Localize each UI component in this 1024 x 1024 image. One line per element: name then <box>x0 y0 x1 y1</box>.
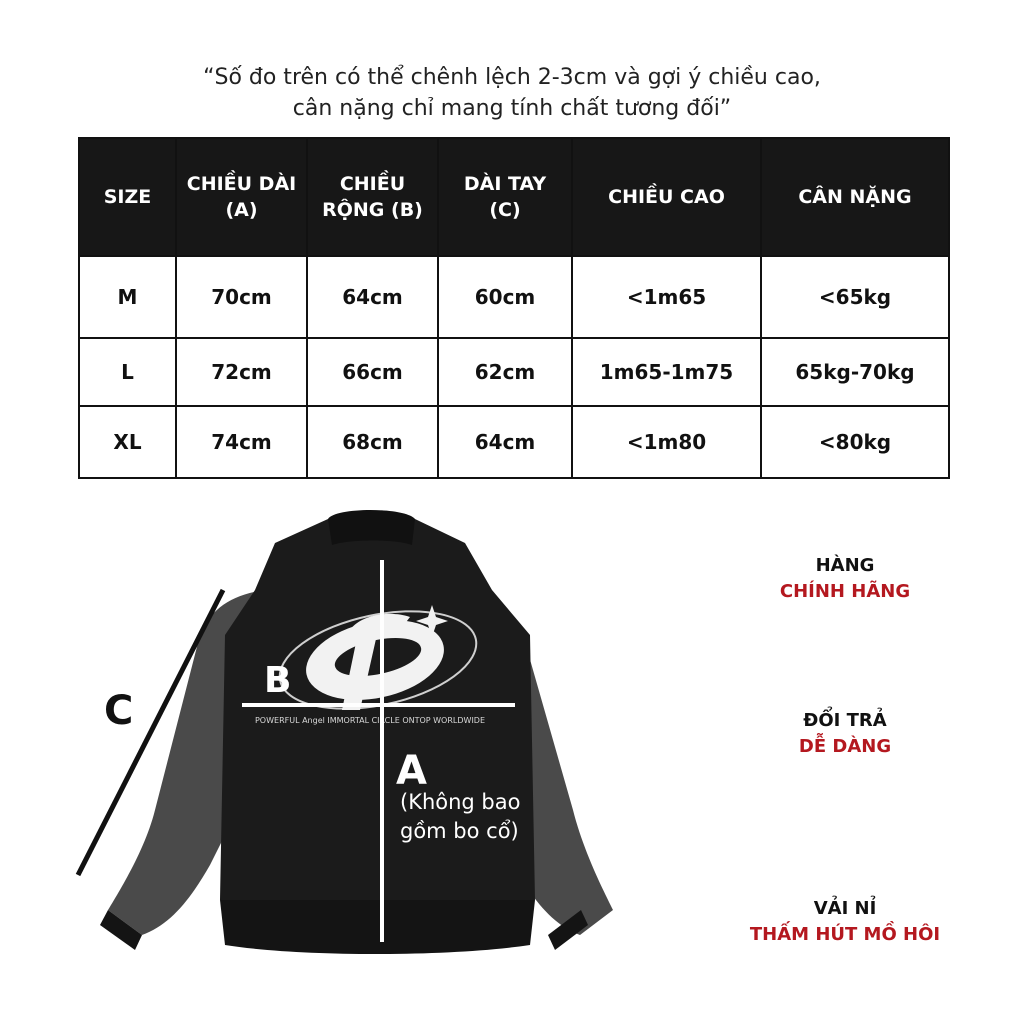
badge-easy-return-line1: ĐỔI TRẢ <box>803 710 887 731</box>
badge-authentic-line1: HÀNG <box>815 555 875 576</box>
table-row <box>79 338 949 406</box>
badge-authentic <box>680 553 1010 605</box>
jacket-print-text: POWERFUL Angel IMMORTAL CIRCLE ONTOP WORLDWIDE <box>254 716 486 725</box>
badge-authentic-line2: CHÍNH HÃNG <box>779 581 911 602</box>
jacket-waistband <box>220 900 535 954</box>
cell-weight: <65kg <box>761 256 949 338</box>
jacket-collar <box>328 510 415 545</box>
cell-weight: 65kg-70kg <box>761 338 949 406</box>
size-chart-table <box>78 137 950 479</box>
disclaimer-line-1: “Số đo trên có thể chênh lệch 2-3cm và gợi ý chiều cao, <box>203 65 821 90</box>
header-size: SIZE <box>79 138 176 256</box>
label-a-note: (Không bao gồm bo cổ) <box>400 790 521 843</box>
header-sleeve: DÀI TAY (C) <box>438 138 572 256</box>
badge-fabric <box>680 896 1010 948</box>
header-weight: CÂN NẶNG <box>761 138 949 256</box>
label-a: A <box>396 748 427 794</box>
disclaimer-line-2: cân nặng chỉ mang tính chất tương đối” <box>292 96 732 121</box>
jacket-illustration <box>60 505 620 975</box>
cell-size: M <box>79 256 176 338</box>
jacket-diagram <box>60 505 620 975</box>
label-c: C <box>104 688 134 734</box>
label-b: B <box>264 660 292 701</box>
disclaimer-note <box>0 62 1024 124</box>
cell-length: 74cm <box>176 406 307 478</box>
badge-easy-return <box>680 708 1010 760</box>
cell-sleeve: 62cm <box>438 338 572 406</box>
badge-fabric-line1: VẢI NỈ <box>813 898 877 919</box>
table-row <box>79 406 949 478</box>
table-header-row <box>79 138 949 256</box>
cell-sleeve: 64cm <box>438 406 572 478</box>
table-row <box>79 256 949 338</box>
header-width: CHIỀU RỘNG (B) <box>307 138 438 256</box>
badge-easy-return-line2: DỄ DÀNG <box>798 736 892 757</box>
header-length: CHIỀU DÀI (A) <box>176 138 307 256</box>
cell-width: 66cm <box>307 338 438 406</box>
cell-weight: <80kg <box>761 406 949 478</box>
cell-width: 68cm <box>307 406 438 478</box>
cell-sleeve: 60cm <box>438 256 572 338</box>
cell-height: <1m65 <box>572 256 761 338</box>
badge-fabric-line2: THẤM HÚT MỒ HÔI <box>749 924 941 945</box>
header-height: CHIỀU CAO <box>572 138 761 256</box>
cell-height: <1m80 <box>572 406 761 478</box>
cell-size: XL <box>79 406 176 478</box>
cell-length: 72cm <box>176 338 307 406</box>
cell-height: 1m65-1m75 <box>572 338 761 406</box>
cell-size: L <box>79 338 176 406</box>
cell-length: 70cm <box>176 256 307 338</box>
cell-width: 64cm <box>307 256 438 338</box>
